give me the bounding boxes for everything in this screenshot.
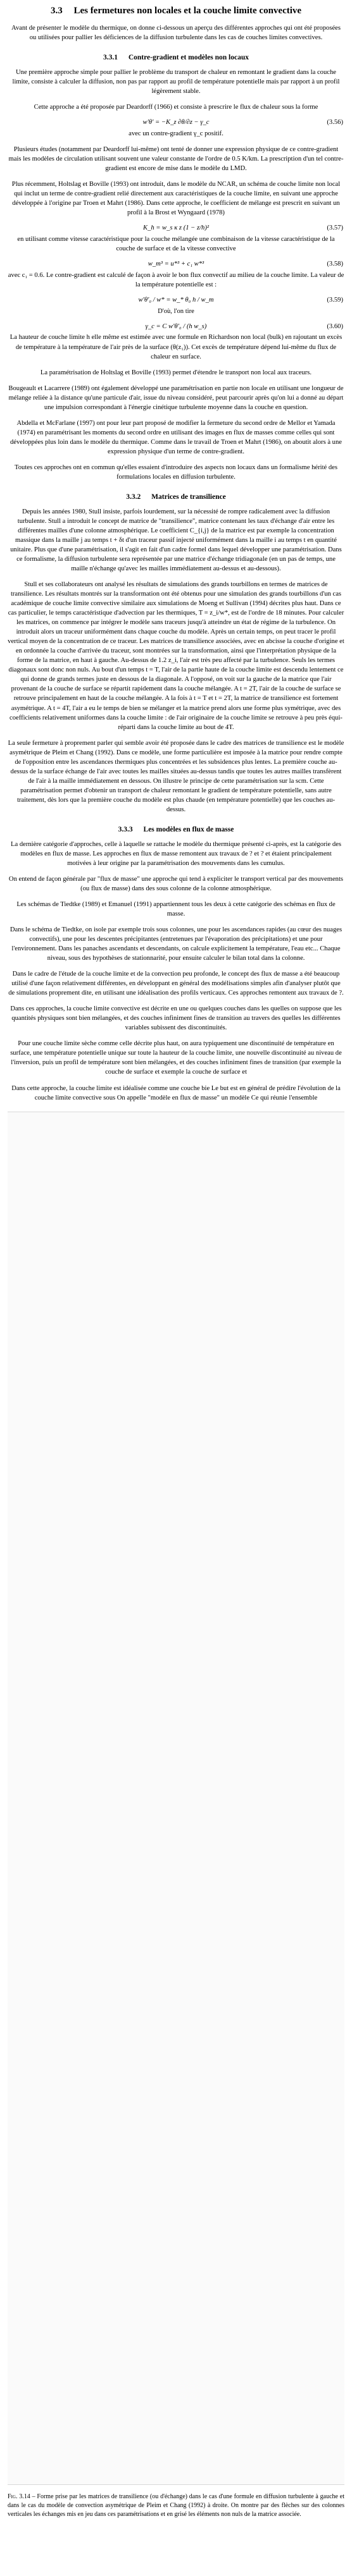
equation-3-58 [8, 260, 344, 269]
section-number: 3.3 [50, 6, 63, 16]
paragraph: Plusieurs études (notamment par Deardorff lui-même) ont tenté de donner une expression physique de ce contre-gradient mais les modèles de circulation utilisant souvent une valeur constante de l'ordre de 0.5 K/km. La prescription d'un tel contre-gradient est encore de mise dans le modèle du LMD. [8, 145, 344, 172]
paragraph: avec c₁ = 0.6. Le contre-gradient est calculé de façon à avoir le bon flux convectif au milieu de la couche limite. La valeur de la température potentielle est : [8, 271, 344, 288]
paragraph: Dans cette approche, la couche limite est idéalisée comme une couche bie Le but est en général de prédire l'évolution de la couche limite convective sous On appelle "modèle en flux de masse" un modèle Ce qui réunie l'ensemble [11, 1084, 341, 1101]
paragraph: Bougeault et Lacarrere (1989) ont également développé une paramétrisation en partie non locale en utilisant une longueur de mélange reliée à la distance qu'une particule d'air, issue du niveau considéré, peut parcourir après qu'on lui a donné au départ une impulsion correspondant à l'énergie cinétique turbulente moyenne dans la couche en question. [8, 384, 344, 411]
subsection-number: 3.3.2 [126, 493, 141, 501]
subsection-heading-1 [8, 54, 344, 61]
paragraph: Dans le schéma de Tiedtke, on isole par exemple trois sous colonnes, une pour les ascendances rapides (au cœur des nuages convectifs), une pour les descentes précipitantes (entretenues par l'évaporation des précipitations) et une pour l'environnement. Dans les panaches ascendants et descendants, on calcule explicitement la température, l'eau etc... Chaque niveau, sous des hypothèses de stationnarité, pour ensuite calculer le bilan total dans la colonne. [9, 926, 343, 962]
equation-body: γ_c = C w′θ′₀ / (h w_s) [145, 322, 207, 330]
section-heading [8, 5, 344, 17]
subsection-number: 3.3.3 [118, 825, 133, 833]
paragraph: Depuis les années 1980, Stull insiste, parfois lourdement, sur la nécessité de rompre radicalement avec la diffusion turbulente. Stull a introduit le concept de matrice de "transilience", matrice contenant les taux d'échange d'air entre les différentes mailles d'une colonne atmosphérique. Le coefficient C_{i,j} de la matrice est par exemple la concentration massique dans la maille j au temps t + δt d'un traceur passif injecté uniformément dans la maille i au temps t en quantité unitaire. Plus que d'une paramétrisation, il s'agit en fait d'un cadre formel dans lequel développer une paramétrisation. Dans ce formalisme, la diffusion turbulente sera représentée par une matrice d'échange tridiagonale (en un pas de temps, une maille n'échange qu'avec les mailles immédiatement au-dessus et au-dessous). [10, 508, 342, 573]
paragraph: Dans ces approches, la couche limite convective est décrite en une ou quelques couches dans les quelles on suppose que les quantités physiques sont bien mélangées, et des couches infiniment fines de transition au travers des quelles les différentes variables subissent des discontinuités. [10, 1005, 342, 1032]
equation-number: (3.56) [327, 118, 343, 126]
equation-number: (3.59) [327, 296, 343, 304]
paragraph: Dans le cadre de l'étude de la couche limite et de la convection peu profonde, le concept des flux de masse a été beaucoup utilisé d'une façon relativement différentes, en développant en général des modélisations simples afin d'analyser plutôt que de simulations proprement dite, en utilisant une idéalisation des profils verticaux. Ces approches remontent aux travaux de ?. [8, 971, 344, 997]
subsection-title: Matrices de transilience [151, 493, 226, 501]
paragraph: Une première approche simple pour pallier le problème du transport de chaleur en remontant le gradient dans la couche limite, consiste à calculer la diffusion, non pas par rapport au profil de température potentielle mais par rapport à un profil légèrement stable. [12, 68, 340, 95]
paragraph: Les schémas de Tiedtke (1989) et Emanuel (1991) appartiennent tous les deux à cette catégorie des schémas en flux de masse. [16, 901, 336, 918]
equation-3-56 [8, 118, 344, 128]
paragraph: Pour une couche limite sèche comme celle décrite plus haut, on aura typiquement une discontinuité de température en surface, une température potentielle unique sur toute la hauteur de la couche limite, une nouvelle discontinuité au niveau de l'inversion, puis un profil de température sont bien mélangées, et des couches infiniment fines de transition (par exemple la couche de surface et exemple la couche de surface et [10, 1040, 342, 1076]
equation-number: (3.57) [327, 224, 343, 232]
subsection-title: Les modèles en flux de masse [143, 825, 234, 833]
equation-number: (3.60) [327, 322, 343, 330]
paragraph: On entend de façon générale par "flux de masse" une approche qui tend à expliciter le transport vertical par des mouvements (ou flux de masse) dans des sous colonne de la colonne atmosphérique. [8, 875, 344, 892]
paragraph: La seule fermeture à proprement parler qui semble avoir été proposée dans le cadre des matrices de transilience est le modèle asymétrique de Pleim et Chang (1992). Dans ce modèle, une forme particulière est imposée à la matrice pour rendre compte de l'opposition entre les ascendances thermiques plus concentrées et les subsidences plus lentes. La première couche au-dessus de la surface échange de l'air avec toutes les mailles situées au-dessus tandis que toutes les autres mailles transfèrent de l'air à la maille immédiatement en dessous. On illustre le principe de cette paramétrisation sur la scm. Cette paramétrisation permet d'obtenir un transport de chaleur remontant le gradient de température potentielle, sans autre traitement, dès lors que la première couche du modèle est plus chaude (en température potentielle) que les couches au-dessus. [8, 739, 344, 813]
equation-3-57 [8, 224, 344, 233]
paragraph: Toutes ces approches ont en commun qu'elles essaient d'introduire des aspects non locaux dans un formalisme hérité des formulations locales en diffusion turbulente. [15, 463, 337, 481]
paragraph: avec un contre-gradient γ_c positif. [129, 130, 223, 137]
paragraph: en utilisant comme vitesse caractéristique pour la couche mélangée une combinaison de la vitesse caractéristique de la couche de surface et de la vitesse convective [17, 235, 335, 252]
equation-3-59 [8, 296, 344, 305]
equation-body: w_m³ = u*³ + c₁ w*³ [148, 260, 204, 267]
figure-label: Fig. 3.14 – [8, 2493, 35, 2500]
paragraph: La hauteur de couche limite h elle même est estimée avec une formule en Richardson non local (bulk) en rajoutant un excès de température à la température de l'air près de la surface (θ(z₁)). Cet excès de température dépend lui-même du flux de chaleur en surface. [9, 334, 343, 360]
paragraph: Cette approche a été proposée par Deardorff (1966) et consiste à prescrire le flux de chaleur sous la forme [34, 103, 318, 111]
figure-caption-text: Forme prise par les matrices de transilience (ou d'échange) dans le cas d'une formule en diffusion turbulente à gauche et dans le cas du modèle de convection asymétrique de Pleim et Chang (1992) à droite. On montre par des flèches sur des colonnes verticales les échanges mis en jeu dans ces paramétrisations et en grisé les éléments non nuls de la matrice associée. [8, 2493, 344, 2518]
subsection-title: Contre-gradient et modèles non locaux [128, 53, 249, 61]
subsection-number: 3.3.1 [103, 53, 118, 61]
equation-body: K_h = w_s κ z (1 − z/h)² [142, 224, 210, 232]
paragraph: La paramétrisation de Holtslag et Boville (1993) permet d'étendre le transport non local aux traceurs. [40, 369, 312, 376]
paragraph: Abdella et McFarlane (1997) ont pour leur part proposé de modifier la fermeture du second ordre de Mellor et Yamada (1974) en paramétrisant les moments du second ordre en utilisant des images en flux de masses comme celles qui sont développées plus loin dans le modèle du thermique. Comme dans le travail de Troen et Mahrt (1986), on aboutit alors à une expression physique d'un terme de contre-gradient. [10, 419, 342, 455]
paragraph: Stull et ses collaborateurs ont analysé les résultats de simulations des grands tourbillons en termes de matrices de transilience. Les résultats montrés sur la transformation ont été obtenus pour une simulation des grands tourbillons d'un cas académique de couche limite convective similaire aux simulations de Moeng et Sullivan (1994) décrites plus haut. Dans ce cas particulier, le temps caractéristique d'advection par les thermiques, T = z_i/w*, est de l'ordre de 18 minutes. Pour calculer les matrices, on commence par intégrer le modèle sans traceurs jusqu'à atteindre un état de régime de la turbulence. On introduit alors un traceur uniformément dans chaque couche du modèle. Après un certain temps, on peut tracer le profil vertical moyen de la concentration de ce traceur. Les matrices de transilience associées, avec en abcisse la couche d'origine et en ordonnée la couche d'arrivée du traceur, sont montrées sur la transformation, ainsi que l'interprétation physique de la forme de la matrice, en haut à gauche. Au-dessus de 1.2 z_i, l'air est très peu affecté par la turbulence. Seuls les termes diagonaux sont donc non nuls. Au bout d'un temps t = T, l'air de la partie haute de la couche limite est descendu lentement ce qui donne de grands termes juste en dessous de la diagonale. A l'opposé, on voit sur la gauche de la matrice que l'air provenant de la couche de surface se répartit rapidement dans la couche mélangée. A t = 2T, l'air de la couche de surface se retrouve principalement en haut de la couche mélangée. A la fois à t = T et t = 2T, la matrice de transilience est fortement asymétrique. A t = 4T, l'air a eu le temps de bien se mélanger et la matrice prend alors une forme plus symétrique, avec des coefficients relativement uniformes dans la couche limite : de l'air originaire de la couche limite se retrouve à peu près équi-réparti dans la couche limite au bout de 4T. [8, 581, 344, 731]
paragraph: D'où, l'on tire [158, 307, 194, 315]
section-title: Les fermetures non locales et la couche limite convective [73, 6, 302, 16]
equation-body: w′θ′ = −K_z ∂θ/∂z − γ_c [142, 118, 210, 126]
intro-paragraph: Avant de présenter le modèle du thermique, on donne ci-dessous un aperçu des différentes approches qui ont été proposées ou utilisées pour pallier les déficiences de la diffusion turbulente dans les cas de couches limites convectives. [11, 24, 341, 41]
paragraph: Plus récemment, Holtslag et Boville (1993) ont introduit, dans le modèle du NCAR, un schéma de couche limite non local qui inclut un terme de contre-gradient relié directement aux caractéristiques de la couche limite, en suivant une approche développée à l'origine par Troen et Mahrt (1986). Dans cette approche, le coefficient de mélange est prescrit en suivant un profil à la Brost et Wyngaard (1978) [11, 180, 341, 216]
figure-area [8, 1112, 344, 2485]
figure-caption [8, 2493, 344, 2520]
equation-number: (3.58) [327, 260, 343, 267]
paragraph: La dernière catégorie d'approches, celle à laquelle se rattache le modèle du thermique présenté ci-après, est la catégorie des modèles en flux de masse. Les approches en flux de masse remontent aux travaux de ? et ? et étaient principalement motivées à leur origine par la paramétrisation des mouvements dans les cumulus. [11, 840, 341, 867]
equation-body: w′θ′₀ / w* = w_* θ₀ h / w_m [138, 296, 214, 304]
subsection-heading-3 [8, 826, 344, 833]
equation-3-60 [8, 322, 344, 332]
subsection-heading-2 [8, 493, 344, 501]
